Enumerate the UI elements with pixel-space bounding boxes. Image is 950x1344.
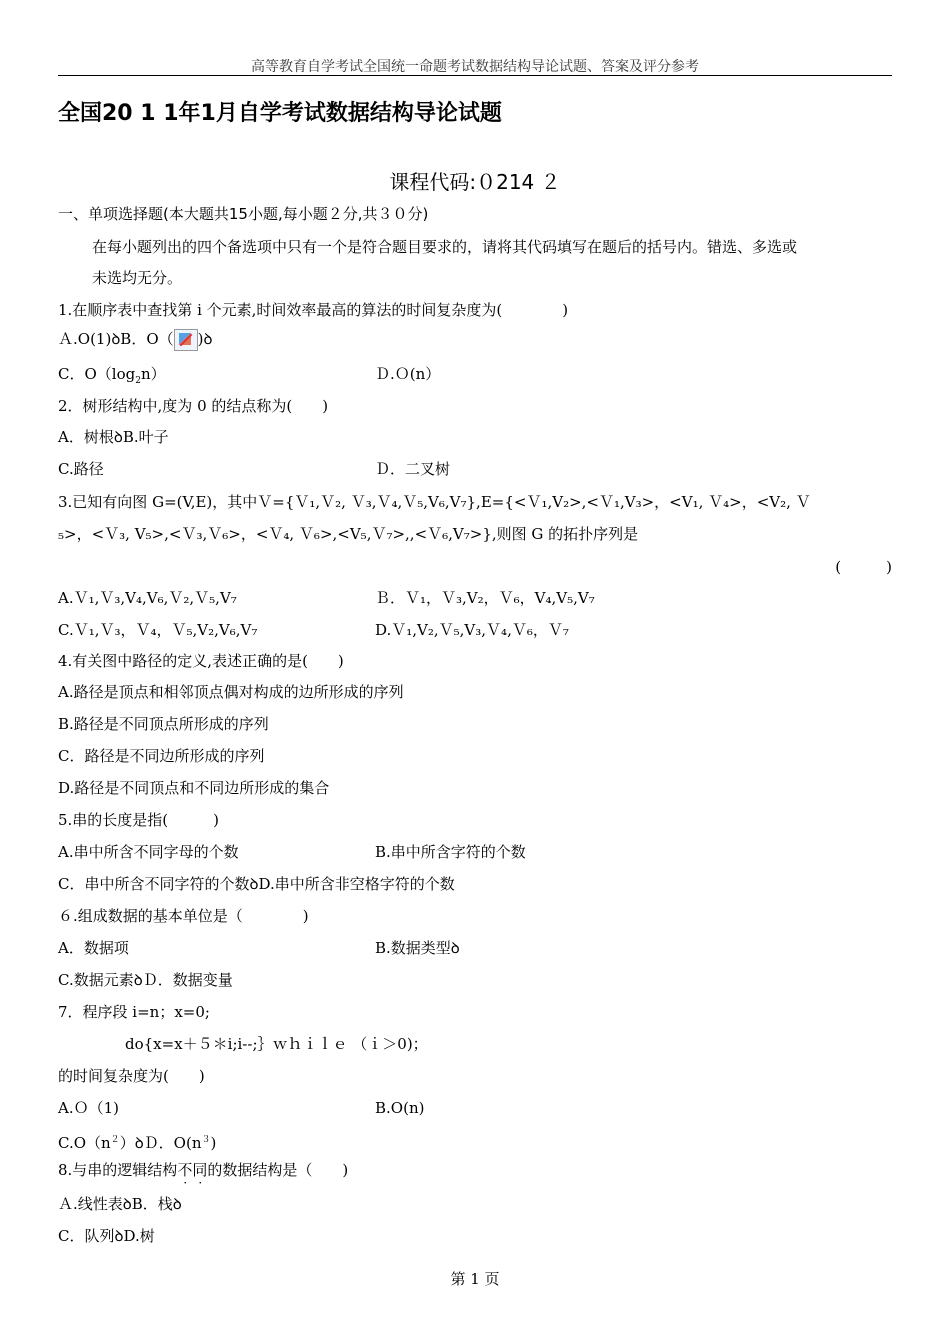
q8-emphasis-2: 同 xyxy=(192,1161,208,1179)
q2-stem: 2．树形结构中,度为 0 的结点称为( ) xyxy=(58,397,329,415)
q4-stem: 4.有关图中路径的定义,表述正确的是( ) xyxy=(58,652,344,670)
section-heading: 一、单项选择题(本大题共15小题,每小题２分,共３０分) xyxy=(58,205,429,223)
q7-d-sup: ３ xyxy=(201,1135,211,1145)
q6-option-a: A．数据项 xyxy=(58,939,129,957)
page-footer: 第 1 页 xyxy=(450,1270,500,1288)
q3-answer-paren: ( ) xyxy=(835,558,892,576)
q8-stem-a: 8.与串的逻辑结构 xyxy=(58,1161,178,1179)
header-rule xyxy=(58,75,892,76)
q8-stem xyxy=(58,1160,348,1180)
q1-option-c xyxy=(58,364,166,391)
q6-stem: ６.组成数据的基本单位是（ ) xyxy=(58,907,309,925)
q7-c-suffix: ) xyxy=(210,1134,217,1152)
q6-options-cd: C.数据元素ꝺＤ．数据变量 xyxy=(58,971,233,989)
q7-option-a: A.Ｏ（1) xyxy=(58,1099,119,1117)
q2-option-d: Ｄ．二叉树 xyxy=(375,460,451,478)
q5-option-b: B.串中所含字符的个数 xyxy=(375,843,526,861)
q8-stem-b: 的数据结构是（ ) xyxy=(207,1161,349,1179)
broken-image-icon xyxy=(174,329,198,351)
q8-options-ab: Ａ.线性表ꝺB．栈ꝺ xyxy=(58,1195,182,1213)
q8-emphasis-1: 不 xyxy=(177,1161,193,1179)
q2-option-c: C.路径 xyxy=(58,460,104,478)
instructions-line-1: 在每小题列出的四个备选项中只有一个是符合题目要求的，请将其代码填写在题后的括号内。错选、多选或 xyxy=(92,238,798,256)
q3-line-1: 3.已知有向图 G=(V,E)，其中Ｖ={Ｖ₁,Ｖ₂, Ｖ₃,Ｖ₄,Ｖ₅,V₆,V₇},E={<Ｖ₁,V₂>,<Ｖ₁,V₃>，<V₁, Ｖ₄>，<V₂, Ｖ xyxy=(58,493,811,511)
q1-option-d: Ｄ.Ｏ(n） xyxy=(375,365,441,383)
q7-code: do{x=x＋５＊i;i--;｝ｗｈｉｌｅ （ｉ＞0)； xyxy=(125,1035,428,1053)
q1-c-sub: 2 xyxy=(135,376,141,386)
page-header: 高等教育自学考试全国统一命题考试数据结构导论试题、答案及评分参考 xyxy=(251,59,699,75)
q5-option-a: A.串中所含不同字母的个数 xyxy=(58,843,239,861)
q8-options-cd: C．队列ꝺD.树 xyxy=(58,1227,155,1245)
instructions-line-2: 未选均无分。 xyxy=(92,269,183,287)
q3-option-d: D.Ｖ₁,V₂,Ｖ₅,V₃,Ｖ₄,Ｖ₆，Ｖ₇ xyxy=(375,621,569,639)
q5-options-cd: C．串中所含不同字符的个数ꝺD.串中所含非空格字符的个数 xyxy=(58,875,455,893)
q3-option-b: Ｂ．Ｖ₁，Ｖ₃,V₂，Ｖ₆，V₄,V₅,V₇ xyxy=(375,589,595,607)
q7-option-b: B.O(n) xyxy=(375,1099,425,1117)
q4-option-b: B.路径是不同顶点所形成的序列 xyxy=(58,715,269,733)
exam-title: 全国20 1 1年1月自学考试数据结构导论试题 xyxy=(58,101,502,126)
q3-option-c: C.Ｖ₁,Ｖ₃，Ｖ₄，Ｖ₅,V₂,V₆,V₇ xyxy=(58,621,258,639)
q4-option-a: A.路径是顶点和相邻顶点偶对构成的边所形成的序列 xyxy=(58,683,404,701)
q5-stem: 5.串的长度是指( ) xyxy=(58,811,220,829)
q2-options-ab: A．树根ꝺB.叶子 xyxy=(58,428,169,446)
q1-options-ab xyxy=(58,329,212,351)
q3-option-a: A.Ｖ₁,Ｖ₃,V₄,V₆,Ｖ₂,Ｖ₅,V₇ xyxy=(58,589,237,607)
q1-ab-prefix: Ａ.O(1)ꝺB．O（ xyxy=(58,330,174,348)
q6-option-b: B.数据类型ꝺ xyxy=(375,939,460,957)
course-code: 课程代码:０214 ２ xyxy=(389,170,561,194)
q4-option-c: C．路径是不同边所形成的序列 xyxy=(58,747,265,765)
q1-ab-suffix: )ꝺ xyxy=(197,330,213,348)
q7-stem: 7．程序段 i=n；x=0; xyxy=(58,1003,210,1021)
q7-c-mid: ）ꝺＤ．O(n xyxy=(119,1134,202,1152)
q1-c-suffix: n） xyxy=(140,365,166,383)
q1-stem: 1.在顺序表中查找第 i 个元素,时间效率最高的算法的时间复杂度为( ) xyxy=(58,301,569,319)
q7-stem-2: 的时间复杂度为( ) xyxy=(58,1067,205,1085)
q7-c-sup: ２ xyxy=(110,1135,120,1145)
q7-c-prefix: C.O（n xyxy=(58,1134,111,1152)
q3-line-2: ₅>，<Ｖ₃, V₅>,<Ｖ₃,Ｖ₆>，<Ｖ₄, Ｖ₆>,<V₅,Ｖ₇>,,<Ｖ₆,V₇>},则图 G 的拓扑序列是 xyxy=(58,525,639,543)
q7-options-cd xyxy=(58,1130,216,1153)
q4-option-d: D.路径是不同顶点和不同边所形成的集合 xyxy=(58,779,330,797)
q1-c-prefix: C．O（log xyxy=(58,365,136,383)
